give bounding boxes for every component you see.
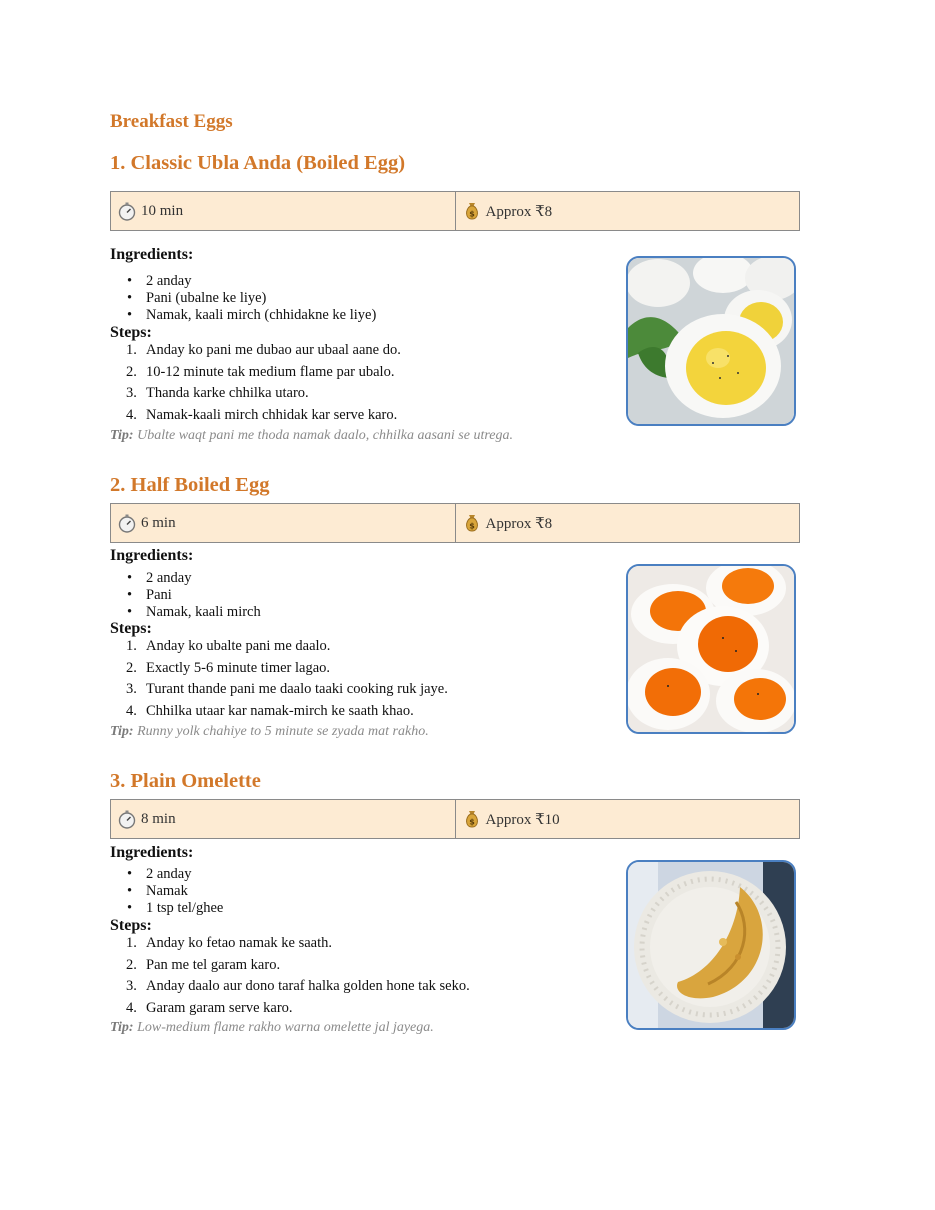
list-item: 1. Anday ko pani me dubao aur ubaal aane do. <box>126 342 401 358</box>
cost-cell <box>455 504 800 542</box>
tip: Tip: Ubalte waqt pani me thoda namak daalo, chhilka aasani se utrega. <box>110 428 513 443</box>
list-item: 4. Namak-kaali mirch chhidak kar serve karo. <box>126 406 398 423</box>
recipe-title: 2. Half Boiled Egg <box>110 474 270 496</box>
list-item: • Pani <box>110 587 261 604</box>
recipe-title: 1. Classic Ubla Anda (Boiled Egg) <box>110 152 406 174</box>
recipe-meta-bar <box>110 503 800 543</box>
ingredients-heading: Ingredients: <box>110 547 194 564</box>
stopwatch-icon <box>117 201 137 221</box>
money-bag-icon <box>462 513 482 533</box>
time-cell <box>111 192 455 230</box>
list-item: 2. Pan me tel garam karo. <box>126 956 281 973</box>
list-item: 2. 10-12 minute tak medium flame par ubalo. <box>126 363 395 380</box>
list-item: • Pani (ubalne ke liye) <box>110 290 376 307</box>
prep-time: 8 min <box>141 810 176 827</box>
list-item: 2. Exactly 5-6 minute timer lagao. <box>126 659 331 676</box>
ingredients-list <box>110 570 261 621</box>
list-item: 3. Anday daalo aur dono taraf halka golden hone tak seko. <box>126 978 470 994</box>
list-item: 4. Garam garam serve karo. <box>126 999 293 1016</box>
steps-list <box>110 340 401 426</box>
svg-text:$: $ <box>468 209 475 219</box>
time-cell <box>111 504 455 542</box>
stopwatch-icon <box>117 809 137 829</box>
recipe-plain-omelette <box>110 768 800 1035</box>
cost: Approx ₹8 <box>485 203 553 220</box>
svg-text:$: $ <box>468 817 475 827</box>
steps-list <box>110 636 448 722</box>
cost: Approx ₹8 <box>485 515 553 532</box>
list-item: • 1 tsp tel/ghee <box>110 900 223 917</box>
steps-list <box>110 933 470 1019</box>
prep-time: 10 min <box>141 202 184 219</box>
cost-cell <box>455 192 800 230</box>
recipe-title: 3. Plain Omelette <box>110 770 261 792</box>
list-item: 1. Anday ko fetao namak ke saath. <box>126 935 333 951</box>
boiled-egg-photo <box>626 256 796 426</box>
list-item: 4. Chhilka utaar kar namak-mirch ke saath khao. <box>126 702 414 719</box>
prep-time: 6 min <box>141 514 176 531</box>
ingredients-heading: Ingredients: <box>110 246 194 263</box>
time-cell <box>111 800 455 838</box>
recipe-meta-bar <box>110 191 800 231</box>
omelette-photo <box>626 860 796 1030</box>
tip: Tip: Low-medium flame rakho warna omelette jal jayega. <box>110 1020 434 1035</box>
tip: Tip: Runny yolk chahiye to 5 minute se zyada mat rakho. <box>110 724 429 739</box>
list-item: 3. Turant thande pani me daalo taaki cooking ruk jaye. <box>126 681 448 697</box>
list-item: • 2 anday <box>110 866 223 883</box>
ingredients-list <box>110 866 223 917</box>
ingredients-heading: Ingredients: <box>110 844 194 861</box>
list-item: • Namak, kaali mirch (chhidakne ke liye) <box>110 307 376 324</box>
list-item: • 2 anday <box>110 273 376 290</box>
list-item: • Namak, kaali mirch <box>110 604 261 621</box>
recipe-boiled-egg <box>110 150 800 443</box>
list-item: 1. Anday ko ubalte pani me daalo. <box>126 638 331 654</box>
list-item: • 2 anday <box>110 570 261 587</box>
recipe-half-boiled-egg <box>110 472 800 739</box>
svg-text:$: $ <box>468 521 475 531</box>
list-item: • Namak <box>110 883 223 900</box>
list-item: 3. Thanda karke chhilka utaro. <box>126 385 309 401</box>
recipe-meta-bar <box>110 799 800 839</box>
steps-heading: Steps: <box>110 917 152 934</box>
cost-cell <box>455 800 800 838</box>
steps-heading: Steps: <box>110 324 152 341</box>
money-bag-icon <box>462 201 482 221</box>
half-boiled-egg-photo <box>626 564 796 734</box>
ingredients-list <box>110 273 376 324</box>
money-bag-icon <box>462 809 482 829</box>
cost: Approx ₹10 <box>485 811 560 828</box>
page-title: Breakfast Eggs <box>110 111 233 132</box>
stopwatch-icon <box>117 513 137 533</box>
steps-heading: Steps: <box>110 620 152 637</box>
